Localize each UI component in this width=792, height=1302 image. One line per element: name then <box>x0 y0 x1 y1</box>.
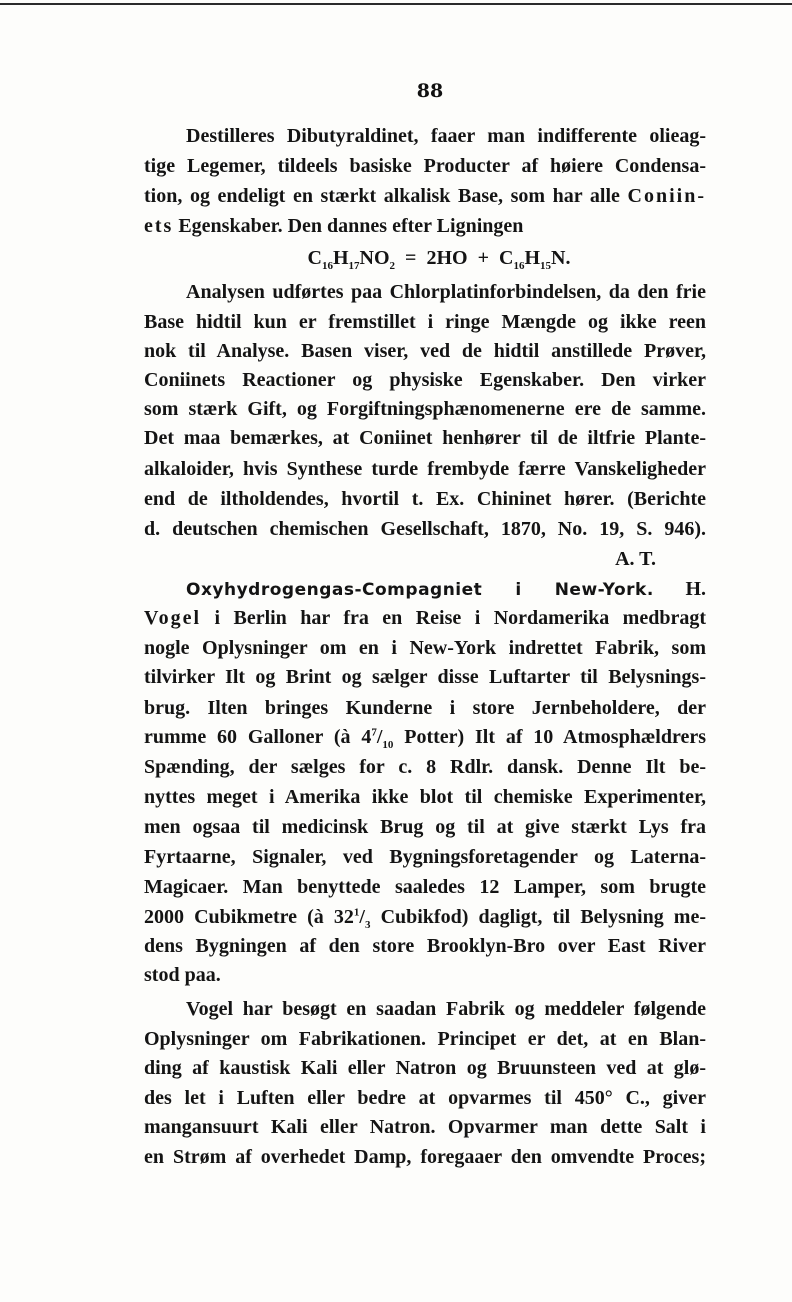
spaced-word: Coniin- <box>627 185 706 207</box>
text-line: Magicaer. Man benyttede saaledes 12 Lamper, som brugte <box>144 876 706 898</box>
text-line: en Strøm af overhedet Damp, foregaaer den omvendte Proces; <box>144 1146 706 1168</box>
text-span: 2000 Cubikmetre (à 32 <box>144 906 354 928</box>
eq-symbol: H <box>524 247 540 269</box>
eq-equals: = <box>405 247 417 269</box>
fraction-denominator: 3 <box>364 919 371 931</box>
text-line: Base hidtil kun er fremstillet i ringe Mængde og ikke reen <box>144 311 706 333</box>
eq-symbol: H <box>332 247 349 269</box>
fraction-numerator: 7 <box>371 726 377 739</box>
text-line: nyttes meget i Amerika ikke blot til chemiske Experimenter, <box>144 786 706 808</box>
text-line: som stærk Gift, og Forgiftningsphænomenerne ere de samme. <box>144 398 706 420</box>
eq-subscript: 17 <box>348 260 360 272</box>
spaced-word: ets <box>144 215 174 237</box>
text-span: Cubikfod) dagligt, til Belysning me- <box>370 906 706 928</box>
eq-symbol: C <box>498 247 514 269</box>
text-line: alkaloider, hvis Synthese turde frembyde færre Vanskeligheder <box>144 458 706 480</box>
text-line: stod paa. <box>144 964 221 986</box>
text-line: tige Legemer, tildeels basiske Producter af høiere Condensa- <box>144 155 706 177</box>
section-heading-line <box>186 574 706 604</box>
text-line: nok til Analyse. Basen viser, ved de hidtil anstillede Prøver, <box>144 340 706 362</box>
text-line <box>144 211 706 241</box>
text-line: Vogel har besøgt en saadan Fabrik og meddeler følgende <box>186 998 706 1020</box>
text-line: Destilleres Dibutyraldinet, faaer man indifferente olieag- <box>186 125 706 147</box>
text-line: Oplysninger om Fabrikationen. Principet er det, at en Blan- <box>144 1028 706 1050</box>
top-border-line <box>0 3 792 5</box>
eq-symbol: NO <box>359 247 390 269</box>
text-line <box>144 603 706 633</box>
text-span: rumme 60 Galloner (à 4 <box>144 726 372 748</box>
eq-symbol: N. <box>551 247 571 269</box>
text-line: dens Bygningen af den store Brooklyn-Bro over East River <box>144 935 706 957</box>
eq-symbol: C <box>307 247 322 269</box>
text-line <box>144 181 706 211</box>
chemical-equation <box>144 243 734 273</box>
text-line: nogle Oplysninger om en i New-York indrettet Fabrik, som <box>144 637 706 659</box>
text-line <box>144 902 706 932</box>
text-line: brug. Ilten bringes Kunderne i store Jernbeholdere, der <box>144 697 706 719</box>
text-line: ding af kaustisk Kali eller Natron og Bruunsteen ved at glø- <box>144 1057 706 1079</box>
text-line: Det maa bemærkes, at Coniinet henhører til de iltfrie Plante- <box>144 427 706 449</box>
text-span: i Berlin har fra en Reise i Nordamerika medbragt <box>214 607 706 629</box>
text-line: men ogsaa til medicinsk Brug og til at give stærkt Lys fra <box>144 816 706 838</box>
fraction-slash: / <box>359 906 365 928</box>
page-number: 88 <box>416 80 444 102</box>
eq-subscript: 16 <box>321 260 333 272</box>
fraction-numerator: 1 <box>353 906 360 919</box>
text-line <box>144 722 706 752</box>
text-line: d. deutschen chemischen Gesellschaft, 1870, No. 19, S. 946). <box>144 518 706 540</box>
eq-subscript: 15 <box>540 260 551 272</box>
text-span: tion, og endeligt en stærkt alkalisk Base, som har alle <box>144 185 620 207</box>
fraction-slash: / <box>376 726 383 748</box>
signature: A. T. <box>615 548 656 570</box>
text-line: Coniinets Reactioner og physiske Egenskaber. Den virker <box>144 369 706 391</box>
text-line: tilvirker Ilt og Brint og sælger disse Luftarter til Belysnings- <box>144 666 706 688</box>
eq-subscript: 16 <box>513 260 525 272</box>
text-line: des let i Luften eller bedre at opvarmes til 450° C., giver <box>144 1087 706 1109</box>
section-heading: Oxyhydrogengas-Compagniet i New-York. <box>186 580 654 600</box>
text-span: Potter) Ilt af 10 Atmosphældrers <box>393 726 706 748</box>
text-line: end de iltholdendes, hvortil t. Ex. Chininet hører. (Berichte <box>144 488 706 510</box>
text-line: Spænding, der sælges for c. 8 Rdlr. dansk. Denne Ilt be- <box>144 756 706 778</box>
text-span: Egenskaber. Den dannes efter Ligningen <box>178 215 524 237</box>
text-span: H. <box>685 578 706 600</box>
text-line: mangansuurt Kali eller Natron. Opvarmer man dette Salt i <box>144 1116 706 1138</box>
spaced-word: Vogel <box>144 607 202 629</box>
text-line: Analysen udførtes paa Chlorplatinforbindelsen, da den frie <box>186 281 706 303</box>
fraction-denominator: 10 <box>382 739 394 751</box>
eq-plus: + <box>477 247 489 269</box>
eq-subscript: 2 <box>389 260 396 272</box>
text-line: Fyrtaarne, Signaler, ved Bygningsforetagender og Laterna- <box>144 846 706 868</box>
eq-symbol: 2HO <box>426 247 468 269</box>
